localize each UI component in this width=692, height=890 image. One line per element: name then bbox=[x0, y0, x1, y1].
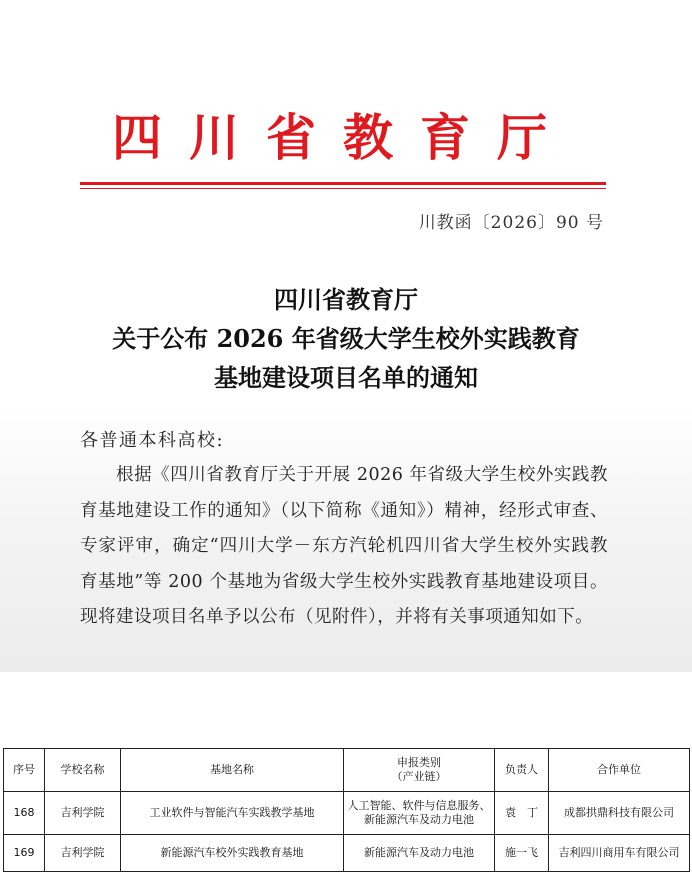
document-number: 川教函〔2026〕90 号 bbox=[418, 213, 604, 233]
header-cell-leader: 负责人 bbox=[495, 749, 549, 792]
salutation: 各普通本科高校: bbox=[80, 430, 225, 451]
cell-base: 工业软件与智能汽车实践教学基地 bbox=[121, 792, 344, 835]
cell-index: 168 bbox=[4, 792, 45, 835]
header-cell-base: 基地名称 bbox=[121, 749, 344, 792]
cell-partner: 吉利四川商用车有限公司 bbox=[549, 835, 690, 872]
cell-leader: 施一飞 bbox=[495, 835, 549, 872]
agency-masthead: 四川省教育厅 bbox=[112, 108, 574, 167]
header-cell-index: 序号 bbox=[4, 749, 45, 792]
masthead-rule-thick bbox=[80, 182, 606, 185]
cell-school: 吉利学院 bbox=[45, 792, 121, 835]
document-title bbox=[40, 280, 652, 397]
title-line-2: 关于公布 2026 年省级大学生校外实践教育 bbox=[112, 324, 580, 353]
table-row bbox=[4, 792, 690, 835]
annex-table bbox=[3, 748, 690, 872]
cell-partner: 成都拱鼎科技有限公司 bbox=[549, 792, 690, 835]
cell-category: 人工智能、软件与信息服务、 新能源汽车及动力电池 bbox=[344, 792, 495, 835]
cell-base: 新能源汽车校外实践教育基地 bbox=[121, 835, 344, 872]
cell-category: 新能源汽车及动力电池 bbox=[344, 835, 495, 872]
cell-index: 169 bbox=[4, 835, 45, 872]
header-cell-school: 学校名称 bbox=[45, 749, 121, 792]
body-paragraph: 根据《四川省教育厅关于开展 2026 年省级大学生校外实践教育基地建设工作的通知》（以下简称《通知》）精神，经形式审查、专家评审，确定“四川大学－东方汽轮机四川省大学生校外实践教育基地”等 200 个基地为省级大学生校外实践教育基地建设项目。现将建设项目名单予以公布（见附件），并将有关事项通知如下。 bbox=[80, 465, 608, 627]
cell-leader: 袁 丁 bbox=[495, 792, 549, 835]
masthead-rule-thin bbox=[80, 188, 606, 189]
body-paragraph-block bbox=[80, 458, 608, 636]
header-cell-category: 申报类别 （产业链） bbox=[344, 749, 495, 792]
table-row bbox=[4, 835, 690, 872]
title-line-3: 基地建设项目名单的通知 bbox=[214, 363, 478, 392]
title-line-1: 四川省教育厅 bbox=[274, 285, 418, 314]
cell-school: 吉利学院 bbox=[45, 835, 121, 872]
table-header-row bbox=[4, 749, 690, 792]
header-cell-partner: 合作单位 bbox=[549, 749, 690, 792]
